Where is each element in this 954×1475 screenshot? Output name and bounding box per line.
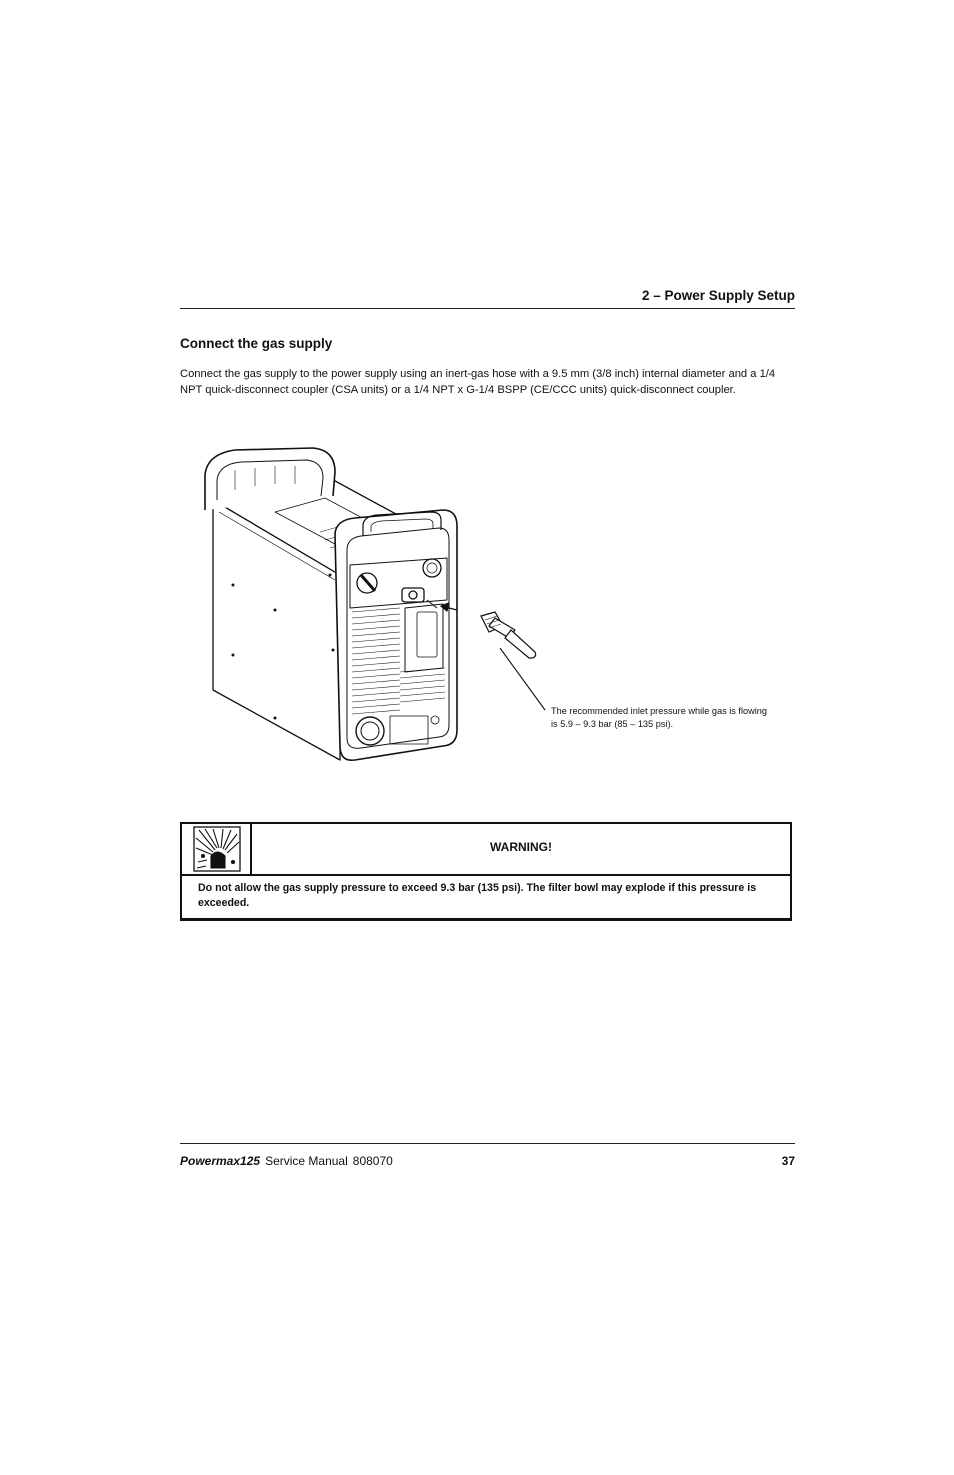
- page-footer: [180, 1143, 795, 1173]
- warning-icon-cell: [182, 824, 252, 874]
- page-number: 37: [781, 1154, 795, 1168]
- manual-title: Service Manual: [265, 1154, 348, 1168]
- body-paragraph: Connect the gas supply to the power supply using an inert-gas hose with a 9.5 mm (3/8 inch) internal diameter and a 1/4 NPT quick-disconnect coupler (CSA units) or a 1/4 NPT x G-1/4 BSPP (CE/CCC units) quick-disconnect coupler.: [180, 368, 776, 396]
- warning-header: [182, 824, 790, 876]
- warning-box: [180, 822, 792, 921]
- explosion-hazard-icon: [193, 826, 241, 872]
- chapter-header: [180, 288, 795, 309]
- warning-text: Do not allow the gas supply pressure to exceed 9.3 bar (135 psi). The filter bowl may explode if this pressure is exceeded.: [198, 882, 757, 909]
- warning-label: WARNING!: [490, 840, 552, 854]
- document-number: 808070: [352, 1154, 393, 1168]
- power-supply-figure: [195, 440, 575, 775]
- section-heading: Connect the gas supply: [180, 336, 333, 351]
- product-name: Powermax125: [180, 1154, 261, 1168]
- gas-coupler-illustration: [475, 608, 545, 663]
- pressure-callout: The recommended inlet pressure while gas is flowing is 5.9 – 9.3 bar (85 – 135 psi).: [551, 706, 768, 729]
- chapter-title: 2 – Power Supply Setup: [641, 288, 795, 303]
- footer-doc-info: [180, 1154, 393, 1168]
